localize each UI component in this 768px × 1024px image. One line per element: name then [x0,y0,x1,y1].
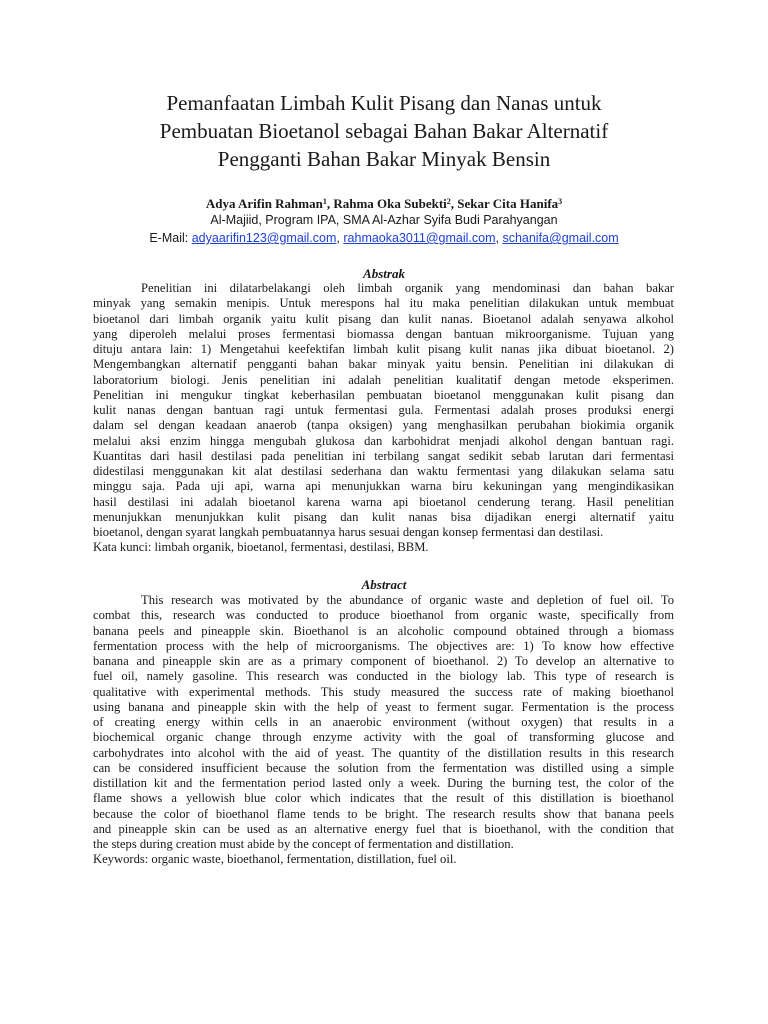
abstract-line: the steps during creation must abide by the concept of fermentation and distillation. [93,837,514,851]
abstract-body [93,593,674,868]
abstrak-line: melalui aksi enzim hingga mengubah glukosa dan karbohidrat menjadi alkohol dengan bantuan ragi. [93,433,674,448]
abstrak-line: kulit nanas dengan bantuan ragi untuk fermentasi gula. Fermentasi adalah proses produksi energi [93,403,674,417]
affiliation: Al-Majiid, Program IPA, SMA Al-Azhar Syifa Budi Parahyangan [210,213,558,227]
author-affiliation-mark: 2 [446,197,451,206]
abstract-line: banana and pineapple skin are as a primary component of bioethanol. 2) To develop an alternative to [93,654,674,668]
author-name: Adya Arifin Rahman [205,196,323,211]
abstrak-keywords: Kata kunci: limbah organik, bioetanol, fermentasi, destilasi, BBM. [93,540,429,555]
abstract-line: flame shows a yellowish blue color which indicates that the result of this distillation is bioethanol [93,791,674,806]
abstract-line: qualitative with experimental methods. This study measured the success rate of making bioethanol [93,684,674,699]
abstract-line: fuel oil, namely gasoline. This research was conducted in the biology lab. This type of research is [93,669,674,684]
abstrak-line: hasil destilasi ini adalah bioetanol karena warna api bioetanol cenderung terang. Hasil penelitian [93,494,674,509]
author-name: Rahma Oka Subekti [333,196,447,211]
abstrak-body [93,281,674,556]
abstrak-line: bioetanol dari limbah organik yaitu kulit pisang dan kulit nanas. Bioetanol adalah senyawa alkohol [93,311,674,326]
abstrak-line: minggu saja. Pada uji api, warna api menunjukkan warna biru kekuningan yang mengindikasikan [93,479,674,494]
email-label: E-Mail: [149,231,189,245]
abstrak-line: Penelitian ini dilatarbelakangi oleh limbah organik yang mendominasi dan bahan bakar [141,281,674,295]
email-link[interactable]: adyaarifin123@gmail.com [191,231,337,245]
abstract-line: of creating energy within cells in an anaerobic environment (without oxygen) that results in a [93,715,674,729]
abstract-line: can be considered insufficient because the solution from the fermentation was distilled using a simple [93,760,674,775]
abstrak-line: yang diperoleh melalui proses fermentasi biomassa dengan bantuan mikroorganisme. Tujuan yang [93,326,674,341]
email-link[interactable]: rahmaoka3011@gmail.com [343,231,496,245]
abstract-line: because the color of bioethanol flame tends to be bright. The research results show that banana peels [93,806,674,821]
abstract-line: carbohydrates into alcohol with the aid of yeast. The quantity of the distillation results in this research [93,745,674,760]
abstract-line: biochemical organic change through enzyme activity with the goal of transforming glucose and [93,730,674,745]
abstrak-line: dituju antara lain: 1) Mengetahui keefektifan limbah kulit pisang kulit nanas jika dibuat bioetanol. 2) [93,342,674,356]
abstract-line: using banana and pineapple skin with the help of yeast to ferment sugar. Fermentation is the process [93,699,674,714]
abstract-line: fermentation process with the help of microorganisms. The objectives are: 1) To know how effective [93,638,674,653]
abstract-line: and pineapple skin can be used as an alternative energy fuel that is bioethanol, with the condition that [93,821,674,836]
abstract-heading: Abstract [361,577,407,592]
abstrak-line: Penelitian ini mengukur tingkat keberhasilan pembuatan bioetanol menggunakan kulit pisang dan [93,387,674,402]
author-affiliation-mark: 1 [322,197,327,206]
paper-title [0,89,768,173]
abstrak-line: menunjukkan menunjukkan kulit pisang dan kulit nanas bisa dijadikan energi alternatif yaitu [93,509,674,524]
abstrak-line: laboratorium biologi. Jenis penelitian ini adalah penelitian kualitatif dengan metode eksperimen. [93,372,674,387]
author-name: Sekar Cita Hanifa [457,196,559,211]
email-line: E-Mail: adyaarifin123@gmail.com, rahmaoka3011@gmail.com, schanifa@gmail.com [149,231,619,245]
abstrak-line: minyak yang semakin menipis. Untuk merespons hal itu maka penelitian dilakukan untuk membuat [93,296,674,311]
email-link[interactable]: schanifa@gmail.com [502,231,619,245]
abstrak-line: didestilasi menggunakan kit alat destilasi sederhana dan waktu fermentasi yang dilakukan selama satu [93,464,674,478]
abstract-line: combat this, research was conducted to produce bioethanol from organic waste, specifically from [93,608,674,623]
abstrak-line: Kuantitas dari hasil destilasi pada penelitian ini terbilang sangat sedikit sebab larutan dari fermentasi [93,448,674,463]
title-line: Pemanfaatan Limbah Kulit Pisang dan Nanas untuk [166,91,602,115]
abstrak-line: Mengembangkan alternatif pengganti bahan bakar minyak yaitu bensin. Penelitian ini dilakukan di [93,357,674,372]
title-line: Pembuatan Bioetanol sebagai Bahan Bakar Alternatif [159,119,609,143]
abstract-line: This research was motivated by the abundance of organic waste and depletion of fuel oil. To [141,593,674,607]
abstract-line: distillation kit and the fermentation period lasted only a week. During the burning test, the color of the [93,776,674,790]
abstract-keywords: Keywords: organic waste, bioethanol, fermentation, distillation, fuel oil. [93,852,457,867]
author-affiliation-mark: 3 [558,197,563,206]
abstrak-line: bioetanol, dengan syarat langkah pembuatannya harus sesuai dengan konsep fermentasi dan destilasi. [93,525,604,539]
author-list: Adya Arifin Rahman$^1$, Rahma Oka Subekti$^2$, Sekar Cita Hanifa$^3$ [205,196,563,211]
title-line: Pengganti Bahan Bakar Minyak Bensin [217,147,551,171]
abstract-line: banana peels and pineapple skin. Bioethanol is an alcoholic compound obtained through a biomass [93,623,674,638]
abstrak-line: dalam sel dengan keadaan anaerob (tanpa oksigen) yang menghasilkan perubahan biokimia organik [93,418,674,433]
abstrak-heading: Abstrak [363,266,405,281]
